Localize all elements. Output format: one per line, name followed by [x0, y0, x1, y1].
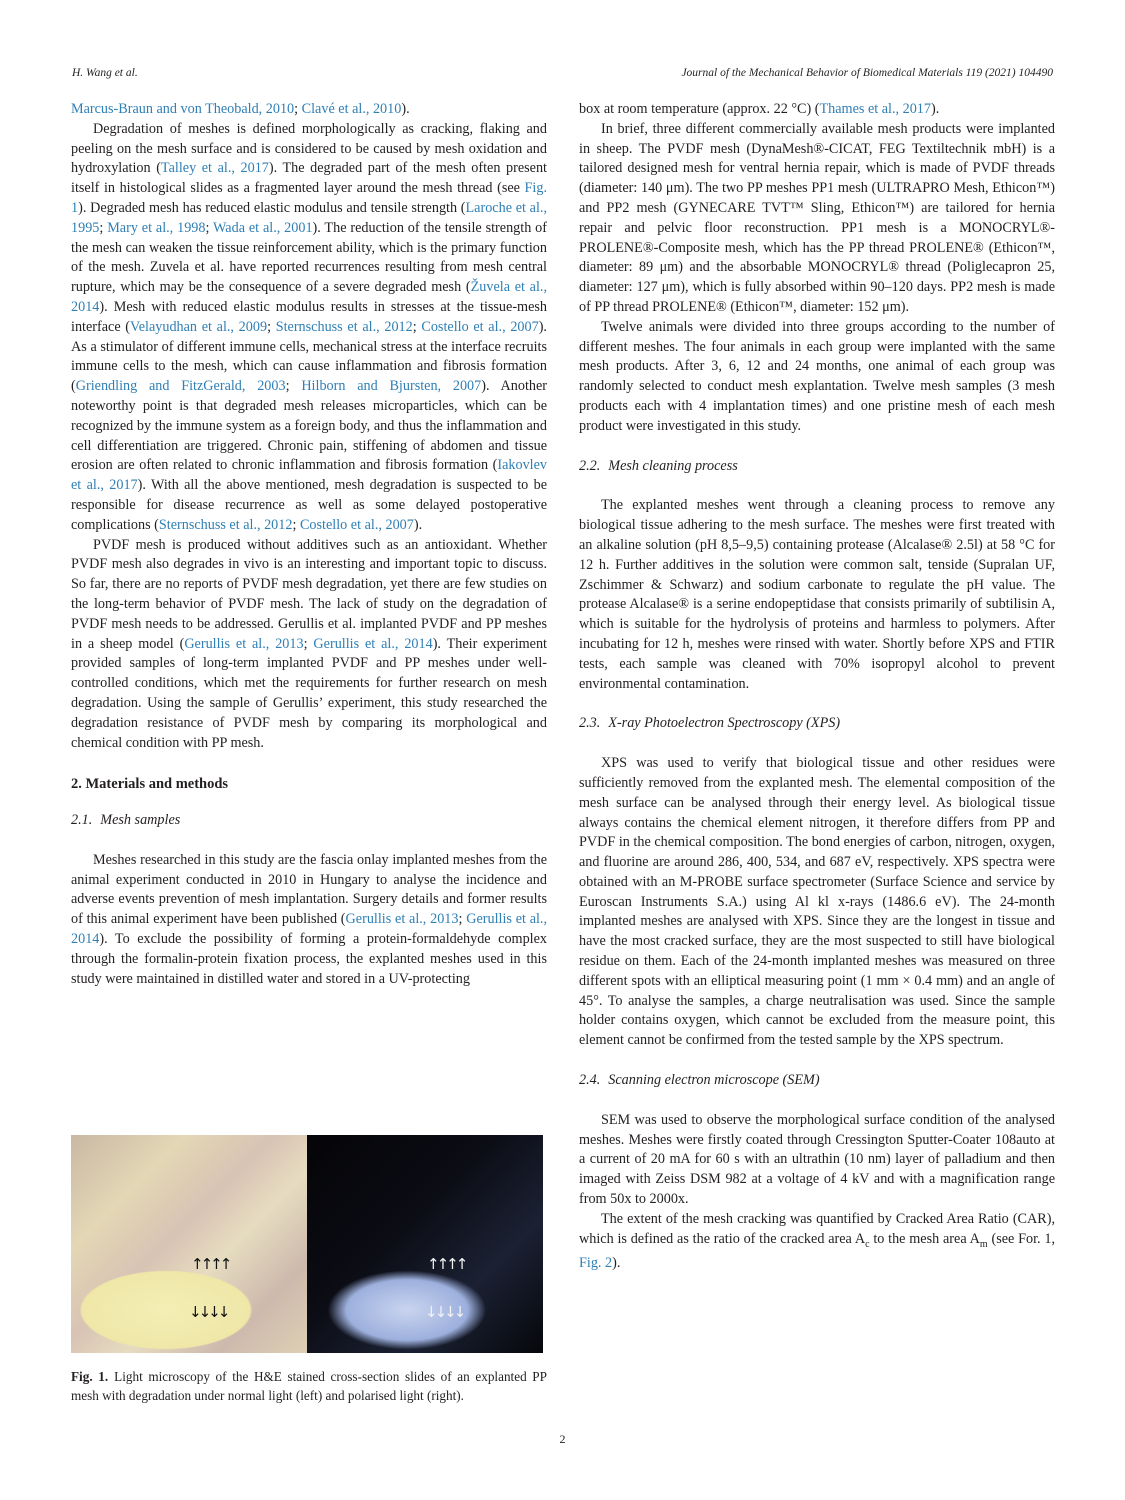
micrograph-normal-light: [71, 1135, 307, 1353]
subsection-heading-xps: 2.3. X-ray Photoelectron Spectroscopy (XPS): [579, 715, 841, 732]
citation-link[interactable]: Costello et al., 2007: [421, 318, 539, 335]
paragraph-xps: XPS was used to verify that biological tissue and other residues were sufficiently removed from the explanted mesh. The elemental composition of the mesh surface can be analysed through their energy level. As biological tissue always contains the chemical element nitrogen, it therefore differs from PP and PVDF in the chemical composition. The bond energies of carbon, nitrogen, oxygen, and fluorine are around 286, 400, 534, and 687 eV, respectively. XPS spectra were obtained with an M-PROBE surface spectrometer (Surface Science and service by Euroscan Instruments S.A.) using Al kl x-rays (1486.6 eV). The 24-month implanted meshes are analysed with XPS. Since they are the longest in tissue and have the most cracked surface, they are the most suspected to still have biological residue on them. Each of the 24-month implanted meshes was measured on three different spots with an elliptical measuring point (1 mm × 0.4 mm) and an angle of 45°. To analyse the samples, a charge neutralisation was used. Since the sample holder contains oxygen, which cannot be excluded from the measure point, this element cannot be confirmed from the tested sample by the XPS spectrum.: [579, 755, 1055, 1049]
citation-link[interactable]: Velayudhan et al., 2009: [130, 318, 268, 335]
citation-link[interactable]: Marcus-Braun and von Theobald, 2010: [71, 101, 295, 117]
figure-label: Fig. 1.: [71, 1369, 109, 1384]
arrows-down-icon: ↓↓↓↓: [425, 1303, 464, 1321]
paragraph-animals: Twelve animals were divided into three groups according to the number of different meshes. The four animals in each group were implanted with the same mesh products. After 3, 6, 12 and 24 months, one animal of each group was randomly selected to conduct mesh explantation. Twelve mesh samples (3 mesh products each with 4 implantation times) and one pristine mesh of each mesh product were investigated in this study.: [579, 318, 1055, 434]
citation-link[interactable]: Gerullis et al., 2013: [345, 911, 459, 928]
citation-link[interactable]: Sternschuss et al., 2012: [275, 318, 413, 335]
subsection-heading-cleaning: 2.2. Mesh cleaning process: [579, 457, 738, 474]
paragraph-continued: Marcus-Braun and von Theobald, 2010; Clavé et al., 2010).: [71, 101, 410, 117]
citation-link[interactable]: Hilborn and Bjursten, 2007: [301, 378, 482, 395]
paragraph-sem: SEM was used to observe the morphological surface condition of the analysed meshes. Meshes were firstly coated through Cressington Sputter-Coater 108auto at a current of 20 mA for 60 s with an ultrathin (10 nm) layer of palladium and then imaged with Zeiss DSM 982 at a voltage of 4 kV and with a magnification range from 50x to 2000x.: [579, 1111, 1055, 1208]
paragraph-car: The extent of the mesh cracking was quantified by Cracked Area Ratio (CAR), which is defined as the ratio of the cracked area $A_c$ to the mesh area $A_m$ (see For. 1, Fig. 2).: [579, 1210, 1055, 1272]
citation-link[interactable]: Laroche et al., 1995: [71, 199, 547, 236]
paragraph-pvdf: PVDF mesh is produced without additives such as an antioxidant. Whether PVDF mesh also degrades in vivo is an interesting and important topic to discuss. So far, there are no reports of PVDF mesh degradation, yet there are few studies on the long-term behavior of PVDF mesh. The lack of study on the degradation of PVDF mesh needs to be addressed. Gerullis et al. implanted PVDF and PP meshes in a sheep model (Gerullis et al., 2013; Gerullis et al., 2014). Their experiment provided samples of long-term implanted PVDF and PP meshes under well-controlled conditions, which met the requirements for further research on mesh degradation. Using the sample of Gerullis’ experiment, this study researched the degradation resistance of PVDF mesh by comparing its morphological and chemical condition with PP mesh.: [71, 536, 548, 751]
running-head-journal: Journal of the Mechanical Behavior of Biomedical Materials 119 (2021) 104490: [681, 67, 1053, 79]
running-head-authors: H. Wang et al.: [72, 67, 138, 79]
citation-link[interactable]: Mary et al., 1998: [107, 219, 206, 236]
paragraph-mesh-products: In brief, three different commercially available mesh products were implanted in sheep. The PVDF mesh (DynaMesh®-CICAT, FEG Textiltechnik mbH) is a tailored designed mesh for ventral hernia repair, which is made of PVDF threads (diameter: 140 μm). The two PP meshes PP1 mesh (ULTRAPRO Mesh, Ethicon™) and PP2 mesh (GYNECARE TVT™ Sling, Ethicon™) are tailored for hernia repair and pelvic floor reconstruction. PP1 mesh is a MONOCRYL®-PROLENE®-Composite mesh, which has the PP thread PROLENE® (Ethicon™, diameter: 89 μm) and the absorbable MONOCRYL® thread (Poliglecapron 25, diameter: 127 μm), which is fully absorbed within 90–120 days. PP2 mesh is made of PP thread PROLENE® (Ethicon™, diameter: 152 μm).: [579, 120, 1055, 315]
citation-link[interactable]: Žuvela et al., 2014: [71, 279, 548, 315]
paragraph-continued: box at room temperature (approx. 22 °C) (Thames et al., 2017).: [579, 101, 940, 117]
figure-1-caption: Fig. 1. Light microscopy of the H&E stained cross-section slides of an explanted PP mesh with degradation under normal light (left) and polarised light (right).: [71, 1369, 547, 1403]
citation-link[interactable]: Wada et al., 2001: [213, 219, 313, 236]
citation-link[interactable]: Iakovlev et al., 2017: [71, 457, 547, 494]
micrograph-polarised-light: [307, 1135, 543, 1353]
arrows-up-icon: ↑↑↑↑: [427, 1255, 466, 1273]
paragraph-cleaning: The explanted meshes went through a cleaning process to remove any biological tissue adhering to the mesh surface. The meshes were first treated with an alkaline solution (pH 8,5–9,5) containing protease (Alcalase® 2.5l) at 58 °C for 12 h. Further additives in the solution were common salt, tenside (Supralan UF, Zschimmer & Schwarz) and sodium carbonate to regulate the pH value. The protease Alcalase® is a serine endopeptidase that consists primarily of subtilisin A, which is suitable for the hydrolysis of proteins and harmless to polymers. After incubating for 12 h, meshes were rinsed with water. Shortly before XPS and FTIR tests, each sample was cleaned with 70% isopropyl alcohol to prevent environmental contamination.: [579, 497, 1055, 692]
page-number: 2: [559, 1432, 566, 1446]
subsection-heading-mesh-samples: 2.1. Mesh samples: [71, 812, 181, 829]
figure-1-images: [71, 1135, 544, 1353]
subsection-heading-sem: 2.4. Scanning electron microscope (SEM): [579, 1072, 820, 1089]
paragraph-degradation: Degradation of meshes is defined morphologically as cracking, flaking and peeling on the mesh surface and is considered to be caused by mesh oxidation and hydroxylation (Talley et al., 2017). The degraded part of the mesh often present itself in histological slides as a fragmented layer around the mesh thread (see Fig. 1). Degraded mesh has reduced elastic modulus and tensile strength (Laroche et al., 1995; Mary et al., 1998; Wada et al., 2001). The reduction of the tensile strength of the mesh can weaken the tissue reinforcement ability, which is the primary function of the mesh. Zuvela et al. have reported recurrences resulting from mesh central rupture, which may be the consequence of a severe degraded mesh (Žuvela et al., 2014). Mesh with reduced elastic modulus results in stresses at the tissue-mesh interface (Velayudhan et al., 2009; Sternschuss et al., 2012; Costello et al., 2007). As a stimulator of different immune cells, mechanical stress at the interface recruits immune cells to the mesh, which can cause inflammation and fibrosis formation (Griendling and FitzGerald, 2003; Hilborn and Bjursten, 2007). Another noteworthy point is that degraded mesh releases microparticles, which can be recognized by the immune system as a foreign body, and thus the inflammation and cell differentiation are triggered. Chronic pain, stiffening of abdomen and tissue erosion are often related to chronic inflammation and fibrosis formation (Iakovlev et al., 2017). With all the above mentioned, mesh degradation is suspected to be responsible for disease recurrence as well as some delayed postoperative complications (Sternschuss et al., 2012; Costello et al., 2007).: [71, 120, 548, 533]
citation-link[interactable]: Thames et al., 2017: [819, 101, 931, 117]
citation-link[interactable]: Costello et al., 2007: [299, 516, 414, 533]
arrows-up-icon: ↑↑↑↑: [191, 1255, 230, 1273]
paragraph-mesh-samples: Meshes researched in this study are the fascia onlay implanted meshes from the animal experiment conducted in 2010 in Hungary to analyse the incidence and adverse events prevention of mesh implantation. Surgery details and former results of this animal experiment have been published (Gerullis et al., 2013; Gerullis et al., 2014). To exclude the possibility of forming a protein-formaldehyde complex through the formalin-protein fixation process, the explanted meshes used in this study were maintained in distilled water and stored in a UV-protecting: [71, 851, 548, 987]
citation-link[interactable]: Gerullis et al., 2013: [184, 635, 304, 652]
left-column: [71, 100, 547, 989]
citation-link[interactable]: Sternschuss et al., 2012: [158, 516, 293, 533]
arrows-down-icon: ↓↓↓↓: [189, 1303, 228, 1321]
figure-link[interactable]: Fig. 2: [579, 1255, 613, 1272]
citation-link[interactable]: Talley et al., 2017: [160, 160, 269, 177]
citation-link[interactable]: Gerullis et al., 2014: [313, 635, 433, 652]
right-column: [579, 100, 1055, 1274]
citation-link[interactable]: Gerullis et al., 2014: [71, 911, 548, 948]
section-heading-materials-methods: 2. Materials and methods: [71, 776, 229, 793]
figure-link[interactable]: Fig. 1: [71, 180, 547, 216]
citation-link[interactable]: Clavé et al., 2010: [301, 101, 402, 117]
citation-link[interactable]: Griendling and FitzGerald, 2003: [75, 378, 286, 395]
